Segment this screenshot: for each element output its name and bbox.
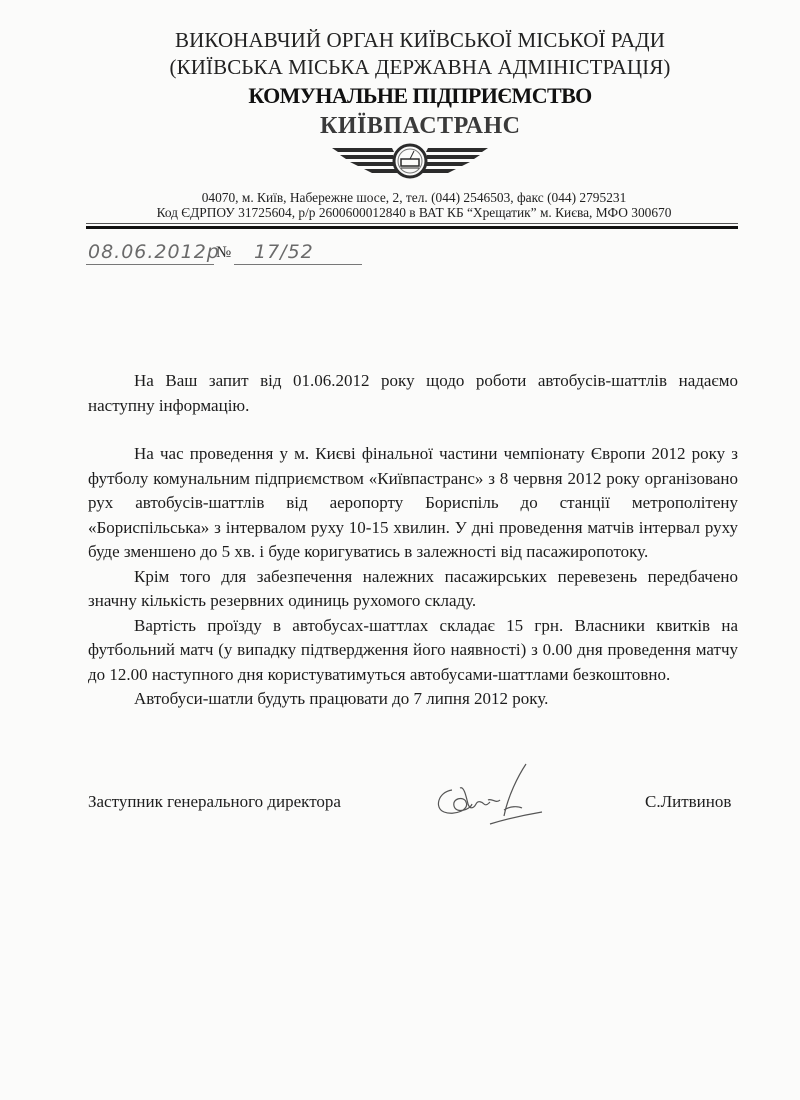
letterhead-divider-thin xyxy=(86,223,738,224)
company-address: 04070, м. Київ, Набережне шосе, 2, тел. (044) 2546503, факс (044) 2795231 xyxy=(201,190,627,205)
body-paragraph: На Ваш запит від 01.06.2012 року щодо роботи автобусів-шаттлів надаємо наступну інформацію. xyxy=(88,371,738,415)
winged-tram-logo-icon xyxy=(330,142,490,187)
letterhead-divider-thick xyxy=(86,226,738,229)
letterhead-line-1: ВИКОНАВЧИЙ ОРГАН КИЇВСЬКОЇ МІСЬКОЇ РАДИ xyxy=(175,28,665,52)
body-paragraph: На час проведення у м. Києві фінальної частини чемпіонату Європи 2012 року з футболу комунальним підприємством «Київпастранс» з 8 червня 2012 року організовано рух автобусів-шаттлів від аеропорту Бориспіль до станції метрополітену «Бориспільська» з інтервалом руху 10-15 хвилин. У дні проведення матчів інтервал руху буде зменшено до 5 хв. і буде коригуватись в залежності від пасажиропотоку. xyxy=(88,444,738,561)
reference-number: 17/52 xyxy=(254,241,314,263)
body-paragraph: Крім того для забезпечення належних пасажирських перевезень передбачено значну кількість резервних одиниць рухомого складу. xyxy=(88,566,738,610)
body-paragraph: Автобуси-шатли будуть працювати до 7 липня 2012 року. xyxy=(134,689,549,708)
date-underline xyxy=(86,264,214,265)
reference-date: 08.06.2012р xyxy=(88,241,220,263)
body-paragraph: Вартість проїзду в автобусах-шаттлах складає 15 грн. Власники квитків на футбольний матч (у випадку підтвердження його наявності) з 0.00 дня проведення матчу до 12.00 наступного дня користуватимуться автобусами-шаттлами безкоштовно. xyxy=(88,615,738,684)
letter-body xyxy=(88,442,738,712)
company-logo-text: КИЇВПАСТРАНС xyxy=(320,113,521,139)
handwritten-signature-icon xyxy=(430,760,550,835)
letter-intro xyxy=(88,369,738,418)
signatory-name: С.Литвинов xyxy=(645,792,732,811)
reference-number-label: № xyxy=(216,244,232,261)
letterhead-line-2: (КИЇВСЬКА МІСЬКА ДЕРЖАВНА АДМІНІСТРАЦІЯ) xyxy=(169,55,671,79)
number-underline xyxy=(234,264,362,265)
letterhead-company-type: КОМУНАЛЬНЕ ПІДПРИЄМСТВО xyxy=(248,83,592,108)
signatory-title: Заступник генерального директора xyxy=(88,792,341,811)
company-bank-details: Код ЄДРПОУ 31725604, р/р 2600600012840 в ВАТ КБ “Хрещатик” м. Києва, МФО 300670 xyxy=(156,205,672,220)
